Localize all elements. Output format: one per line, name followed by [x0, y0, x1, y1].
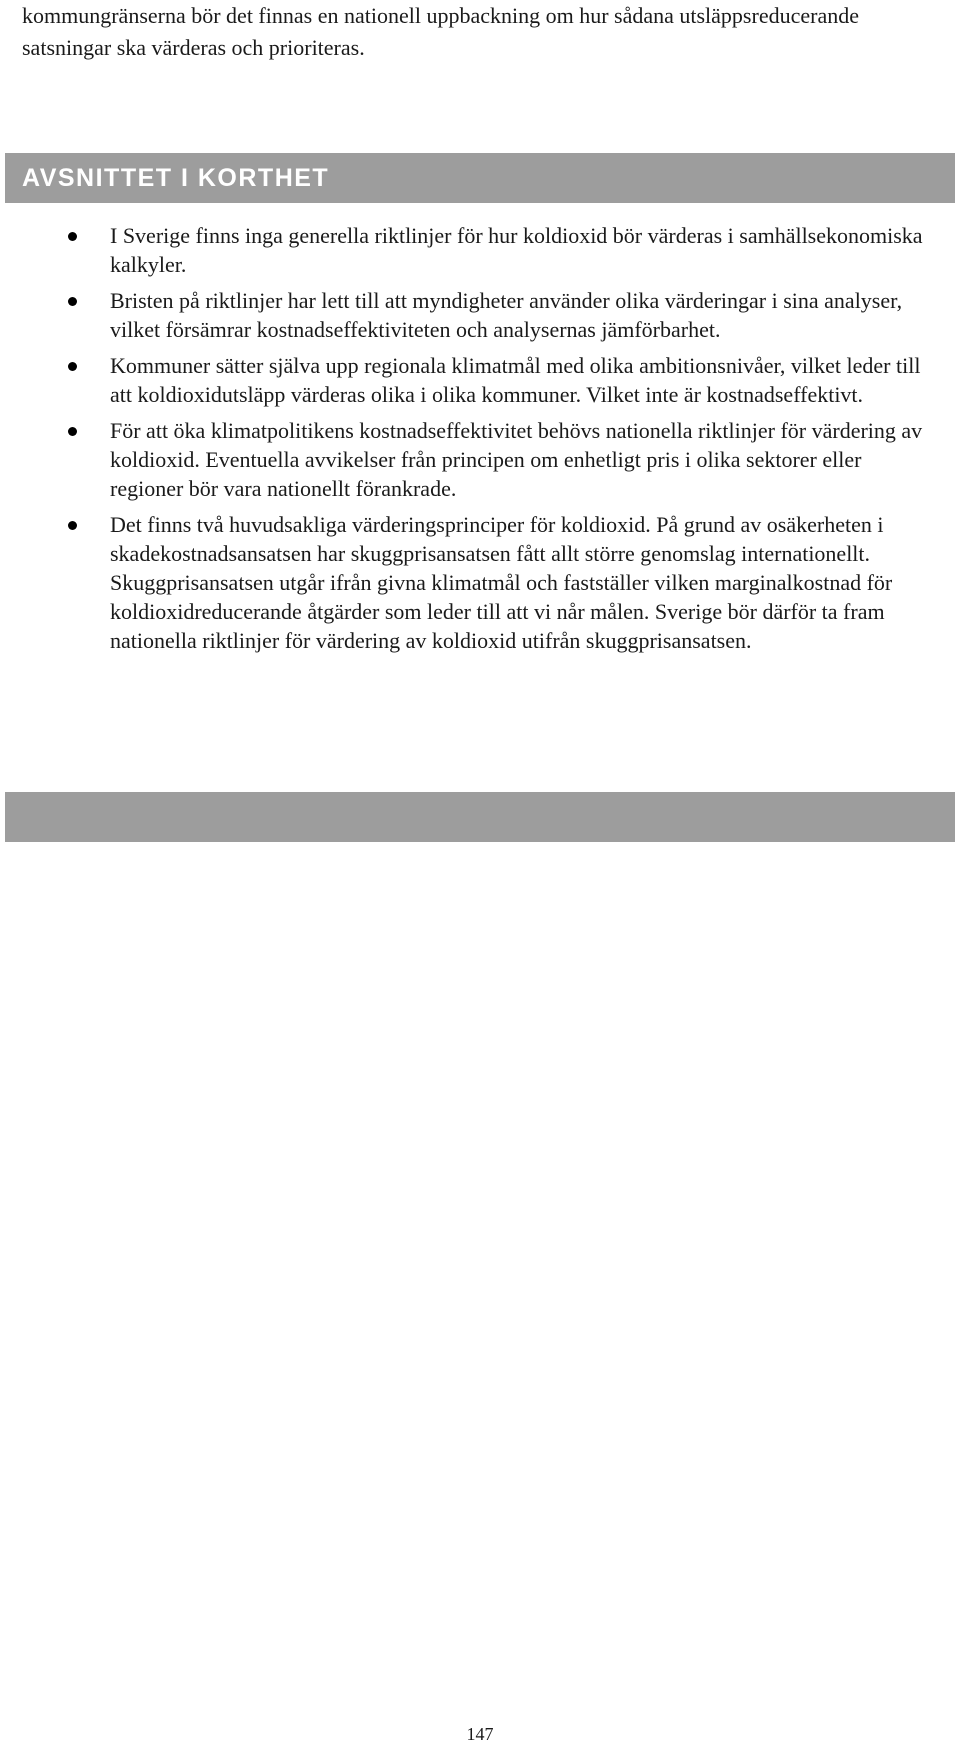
summary-item-text: För att öka klimatpolitikens kostnadseffektivitet behövs nationella riktlinjer för värdering av koldioxid. Eventuella avvikelser från principen om enhetligt pris i olika sektorer eller regioner bör vara nationellt förankrade. [110, 418, 923, 501]
section-footer-bar [5, 792, 955, 842]
summary-item-text: I Sverige finns inga generella riktlinjer för hur koldioxid bör värderas i samhällsekonomiska kalkyler. [110, 223, 923, 277]
bullet-icon [68, 521, 77, 530]
section-title: AVSNITTET I KORTHET [22, 164, 330, 192]
summary-item [0, 510, 960, 655]
intro-paragraph: kommungränserna bör det finnas en nationell uppbackning om hur sådana utsläppsreducerande satsningar ska värderas och prioriteras. [22, 3, 859, 60]
page-number: 147 [466, 1724, 494, 1744]
summary-item [0, 286, 960, 344]
summary-item [0, 416, 960, 503]
bullet-icon [68, 297, 77, 306]
section-header-bar [5, 153, 955, 203]
summary-item [0, 351, 960, 409]
bullet-icon [68, 427, 77, 436]
summary-list [0, 221, 960, 662]
summary-item-text: Det finns två huvudsakliga värderingsprinciper för koldioxid. På grund av osäkerheten i skadekostnadsansatsen har skuggprisansatsen fått allt större genomslag internationellt. Skuggprisansatsen utgår ifrån givna klimatmål och fastställer vilken marginalkostnad för koldioxidreducerande åtgärder som leder till att vi når målen. Sverige bör därför ta fram nationella riktlinjer för värdering av koldioxid utifrån skuggprisansatsen. [110, 512, 893, 653]
summary-item-text: Kommuner sätter själva upp regionala klimatmål med olika ambitionsnivåer, vilket leder till att koldioxidutsläpp värderas olika i olika kommuner. Vilket inte är kostnadseffektivt. [110, 353, 921, 407]
bullet-icon [68, 362, 77, 371]
summary-item-text: Bristen på riktlinjer har lett till att myndigheter använder olika värderingar i sina analyser, vilket försämrar kostnadseffektiviteten och analysernas jämförbarhet. [110, 288, 903, 342]
bullet-icon [68, 232, 77, 241]
summary-item [0, 221, 960, 279]
